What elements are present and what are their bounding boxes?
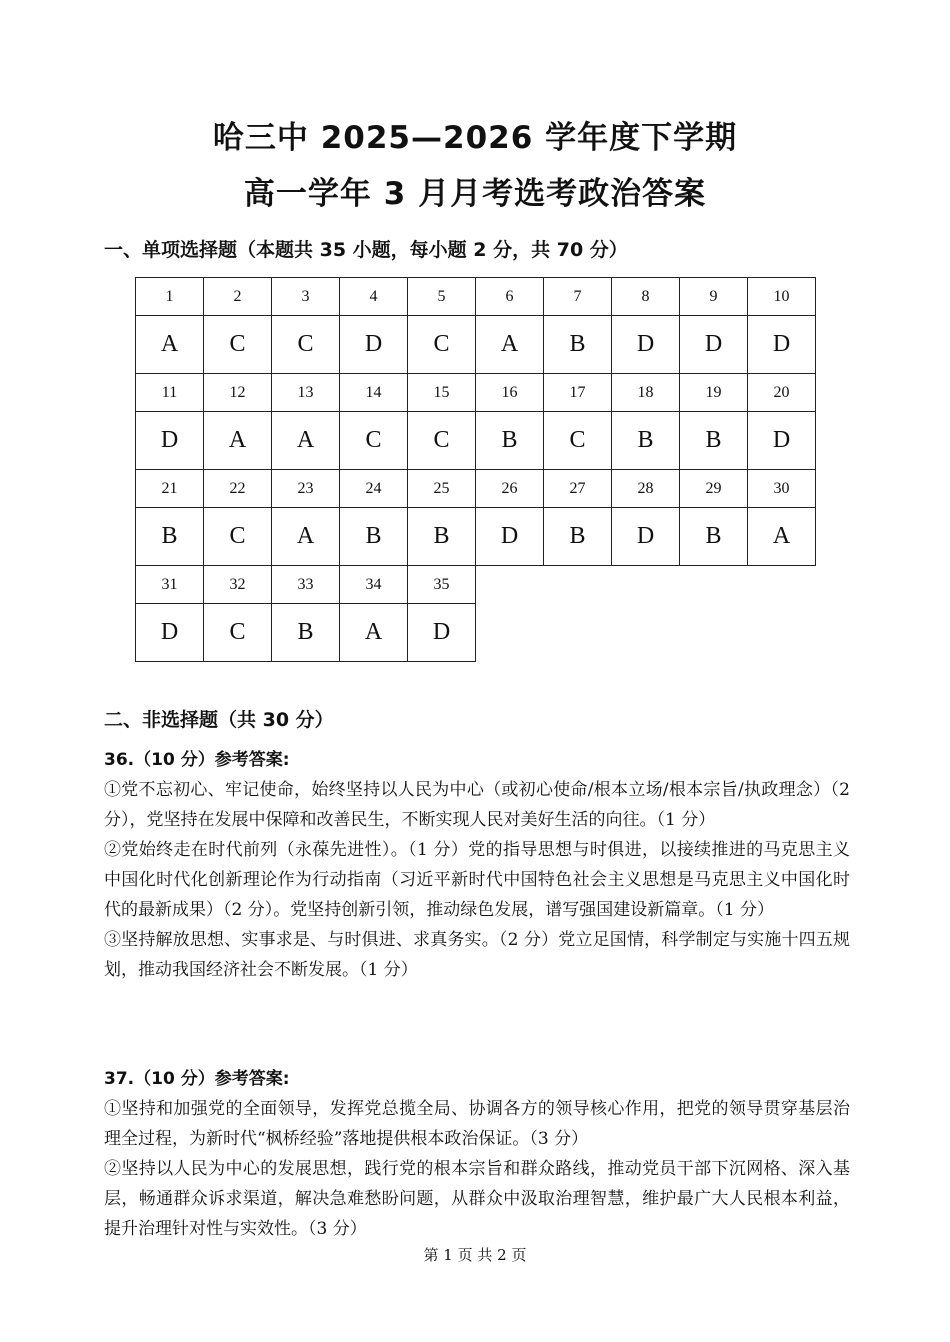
question-number-cell: 21 [136,470,204,508]
question-36-point-2: ②党始终走在时代前列（永葆先进性）。（1 分）党的指导思想与时俱进，以接续推进的马克思主义中国化时代化创新理论作为行动指南（习近平新时代中国特色社会主义思想是马克思主义中国化时代的最新成果）（2 分）。党坚持创新引领，推动绿色发展，谱写强国建设新篇章。（1 分） [104,840,850,920]
question-number-cell: 18 [612,374,680,412]
page-title-line2: 高一学年 3 月月考选考政治答案 [243,176,707,212]
question-number-cell: 23 [272,470,340,508]
answer-cell: B [544,316,612,374]
answer-cell: D [612,316,680,374]
answer-row [136,412,816,470]
question-37-heading: 37.（10 分）参考答案: [104,1069,290,1089]
question-number-cell: 11 [136,374,204,412]
answer-cell: A [340,604,408,662]
answer-cell: C [544,412,612,470]
answer-cell: D [748,316,816,374]
empty-cell [680,566,748,604]
answer-cell: D [612,508,680,566]
answer-cell: C [204,316,272,374]
question-number-cell: 4 [340,278,408,316]
question-number-cell: 15 [408,374,476,412]
empty-cell [544,604,612,662]
question-36-point-3: ③坚持解放思想、实事求是、与时俱进、求真务实。（2 分）党立足国情，科学制定与实施十四五规划，推动我国经济社会不断发展。（1 分） [104,930,850,980]
answer-cell: B [340,508,408,566]
empty-cell [476,604,544,662]
question-number-cell: 33 [272,566,340,604]
empty-cell [748,566,816,604]
empty-cell [476,566,544,604]
question-number-cell: 31 [136,566,204,604]
question-number-cell: 8 [612,278,680,316]
empty-cell [544,566,612,604]
page-footer: 第 1 页 共 2 页 [423,1246,527,1264]
answer-cell: C [272,316,340,374]
answer-cell: A [272,412,340,470]
question-number-cell: 9 [680,278,748,316]
answer-cell: B [612,412,680,470]
question-number-cell: 28 [612,470,680,508]
question-number-cell: 25 [408,470,476,508]
answer-cell: A [204,412,272,470]
answer-table [135,277,816,662]
section2-heading: 二、非选择题（共 30 分） [104,709,334,731]
question-number-cell: 16 [476,374,544,412]
answer-cell: A [748,508,816,566]
section1-heading: 一、单项选择题（本题共 35 小题，每小题 2 分，共 70 分） [104,239,628,261]
question-number-cell: 20 [748,374,816,412]
empty-cell [612,604,680,662]
empty-cell [680,604,748,662]
answer-row [136,604,816,662]
question-number-cell: 5 [408,278,476,316]
answer-cell: D [680,316,748,374]
question-number-row [136,374,816,412]
question-number-cell: 10 [748,278,816,316]
answer-cell: B [136,508,204,566]
answer-cell: C [408,412,476,470]
question-number-row [136,566,816,604]
answer-cell: D [748,412,816,470]
answer-cell: D [136,412,204,470]
question-number-cell: 3 [272,278,340,316]
answer-cell: C [408,316,476,374]
page-title-line1: 哈三中 2025—2026 学年度下学期 [212,120,738,156]
question-number-cell: 13 [272,374,340,412]
answer-cell: B [476,412,544,470]
question-number-cell: 29 [680,470,748,508]
answer-cell: B [272,604,340,662]
question-number-row [136,470,816,508]
answer-row [136,316,816,374]
answer-cell: D [340,316,408,374]
question-36-block [104,745,850,985]
question-number-cell: 6 [476,278,544,316]
answer-cell: B [544,508,612,566]
answer-cell: D [136,604,204,662]
answer-cell: D [408,604,476,662]
question-number-cell: 24 [340,470,408,508]
question-number-cell: 30 [748,470,816,508]
question-number-cell: 22 [204,470,272,508]
question-number-cell: 1 [136,278,204,316]
empty-cell [612,566,680,604]
question-number-cell: 35 [408,566,476,604]
answer-cell: C [204,604,272,662]
answer-row [136,508,816,566]
answer-cell: B [680,412,748,470]
answer-cell: A [272,508,340,566]
empty-cell [748,604,816,662]
question-number-cell: 32 [204,566,272,604]
question-number-cell: 34 [340,566,408,604]
question-37-point-2: ②坚持以人民为中心的发展思想，践行党的根本宗旨和群众路线，推动党员干部下沉网格、深入基层，畅通群众诉求渠道，解决急难愁盼问题，从群众中汲取治理智慧，维护最广大人民根本利益，提升治理针对性与实效性。（3 分） [104,1159,850,1239]
question-37-block [104,1064,850,1244]
answer-cell: A [476,316,544,374]
question-36-point-1: ①党不忘初心、牢记使命，始终坚持以人民为中心（或初心使命/根本立场/根本宗旨/执政理念）（2 分），党坚持在发展中保障和改善民生，不断实现人民对美好生活的向往。（1 分） [104,780,850,830]
answer-cell: B [680,508,748,566]
question-number-cell: 26 [476,470,544,508]
question-number-cell: 12 [204,374,272,412]
answer-cell: B [408,508,476,566]
answer-cell: A [136,316,204,374]
question-number-cell: 27 [544,470,612,508]
question-number-cell: 2 [204,278,272,316]
answer-cell: C [204,508,272,566]
question-number-cell: 7 [544,278,612,316]
question-number-cell: 14 [340,374,408,412]
question-37-point-1: ①坚持和加强党的全面领导，发挥党总揽全局、协调各方的领导核心作用，把党的领导贯穿基层治理全过程，为新时代“枫桥经验”落地提供根本政治保证。（3 分） [104,1099,850,1149]
question-36-heading: 36.（10 分）参考答案: [104,750,290,770]
question-number-row [136,278,816,316]
question-number-cell: 17 [544,374,612,412]
question-number-cell: 19 [680,374,748,412]
answer-cell: D [476,508,544,566]
answer-cell: C [340,412,408,470]
